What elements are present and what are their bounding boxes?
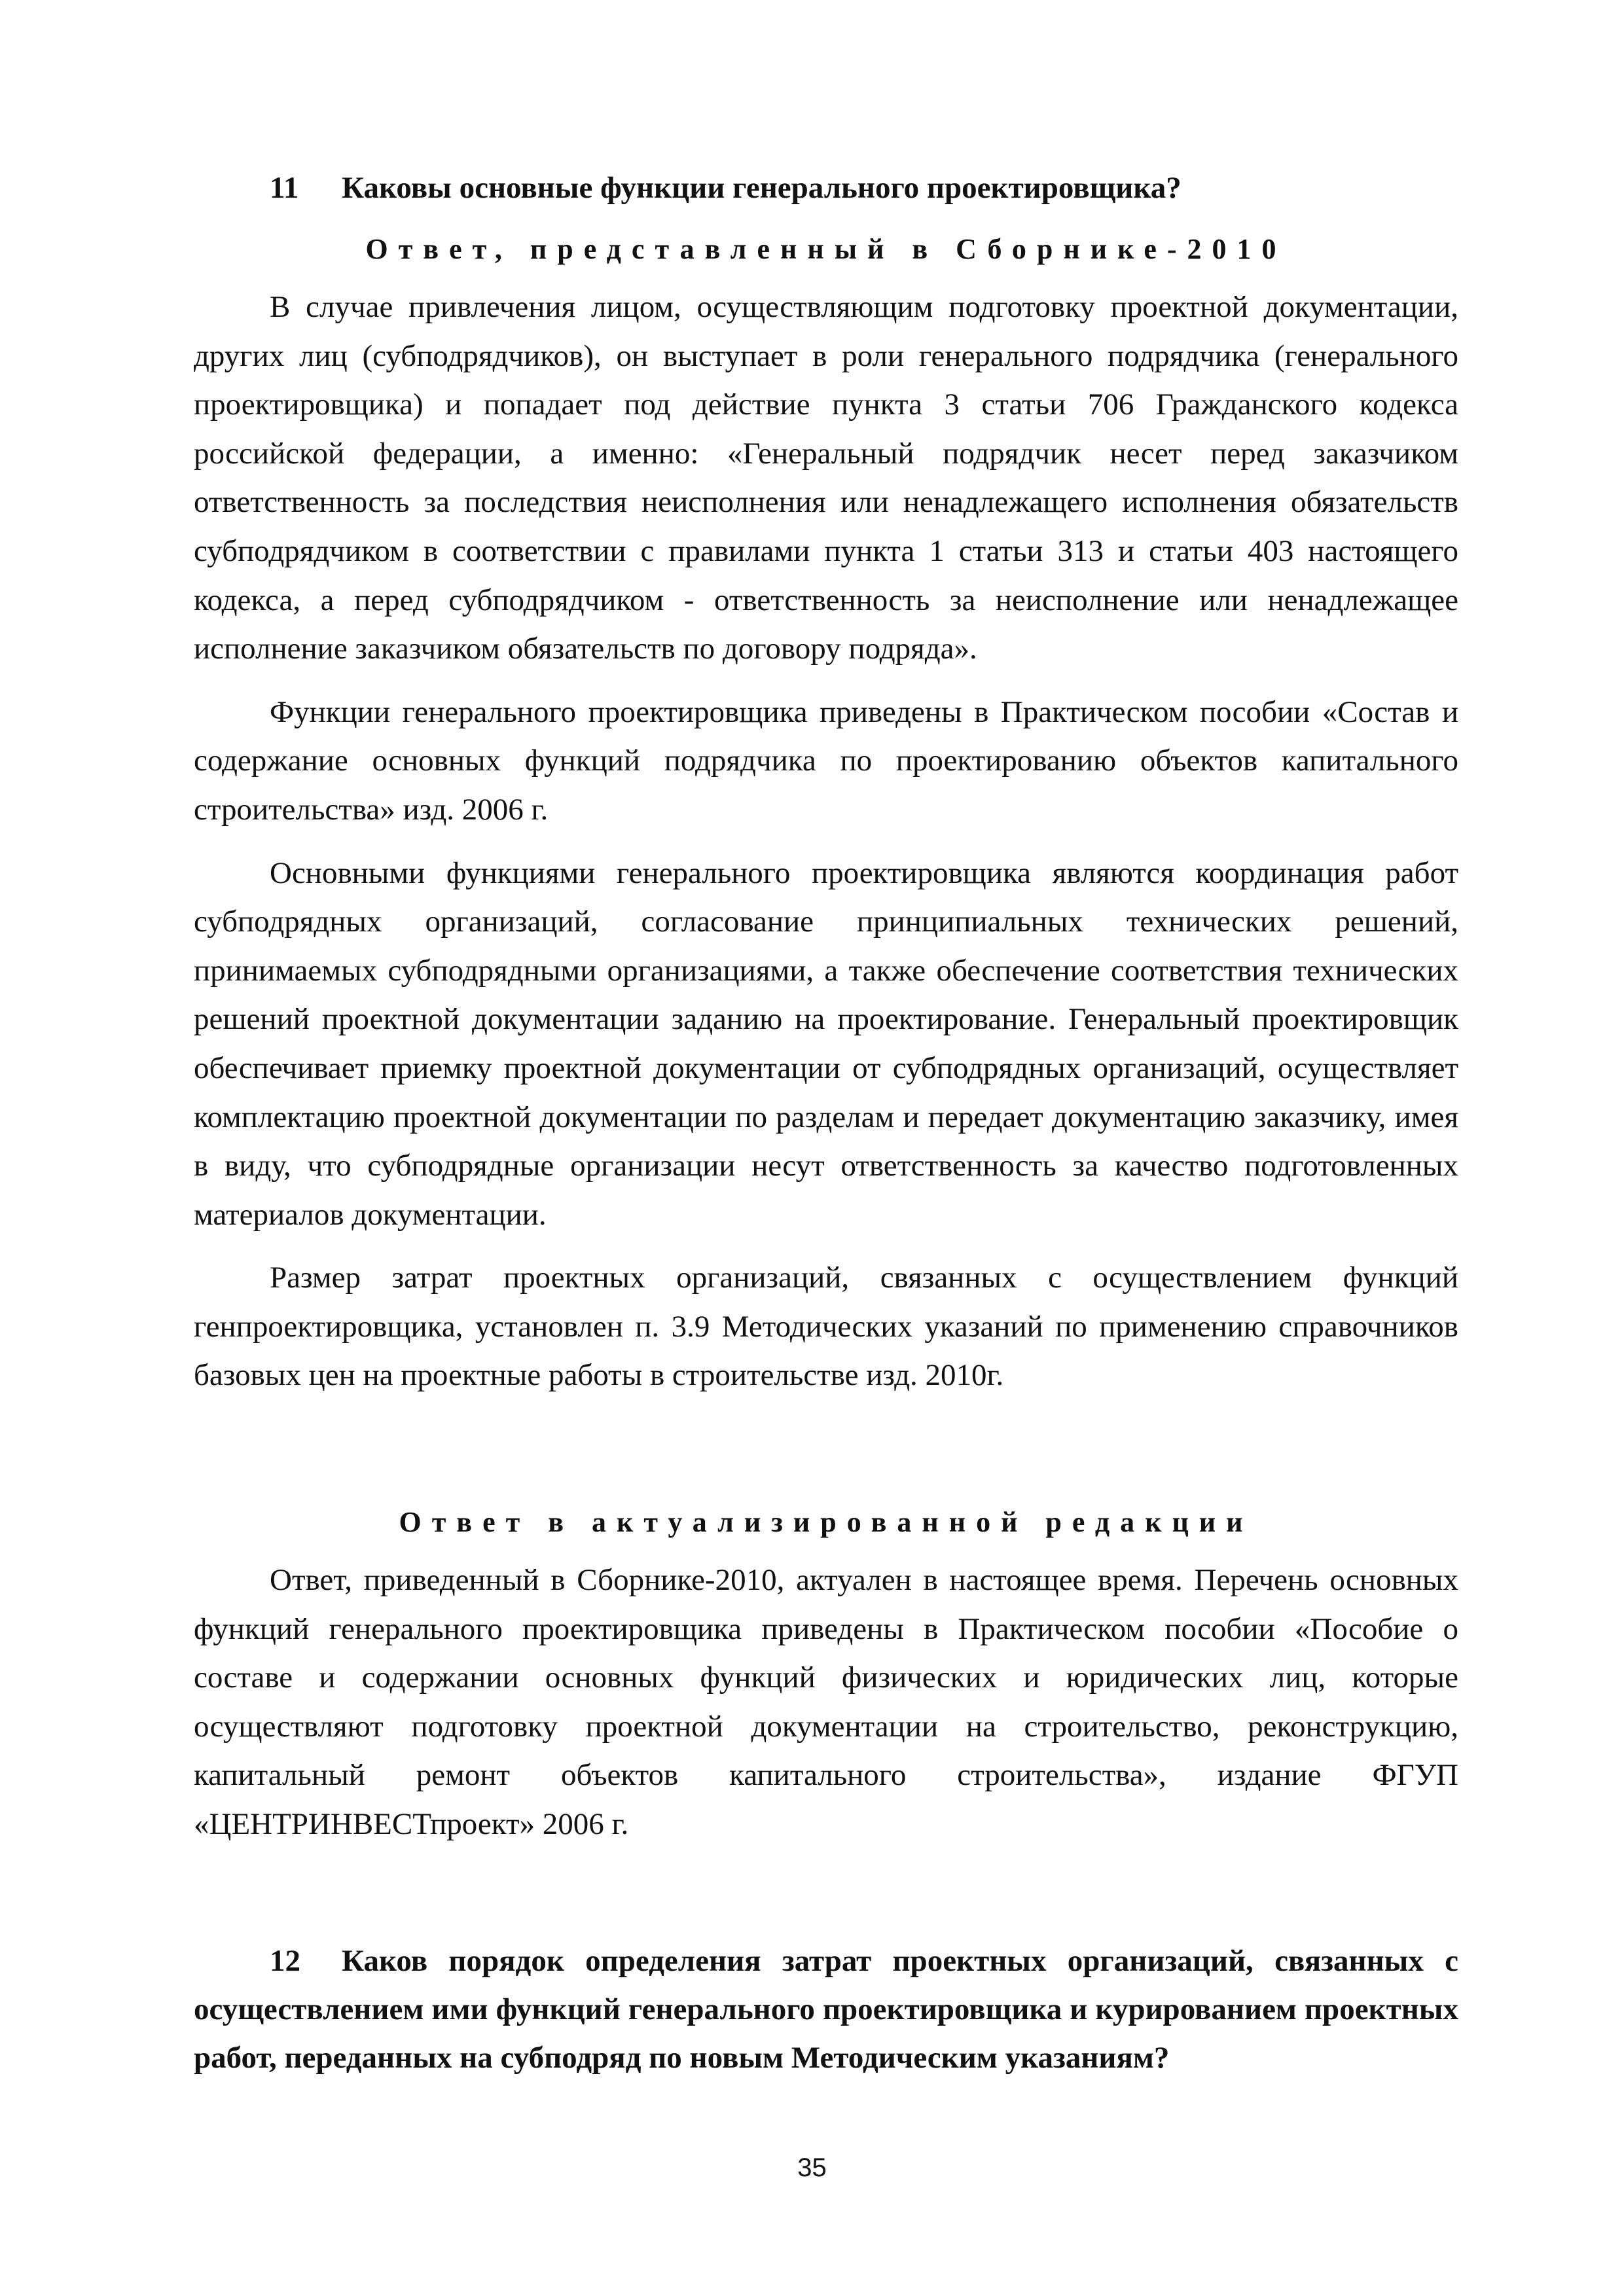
document-page xyxy=(194,164,1458,2082)
answer-2010-paragraph-2: Функции генерального проектировщика приведены в Практическом пособии «Состав и содержание основных функций подрядчика по проектированию объектов капитального строительства» изд. 2006 г. xyxy=(194,694,1458,827)
section-spacer xyxy=(194,1414,1458,1485)
page-number: 35 xyxy=(797,2153,827,2182)
answer-updated-title: Ответ в актуализированной редакции xyxy=(399,1506,1254,1539)
question-spacer xyxy=(194,1863,1458,1937)
answer-updated-paragraph-1: Ответ, приведенный в Сборнике-2010, актуален в настоящее время. Перечень основных функций генерального проектировщика приведены в Практическом пособии «Пособие о составе и содержании основных функций физических и юридических лиц, которые осуществляют подготовку проектной документации на строительство, реконструкцию, капитальный ремонт объектов капитального строительства», издание ФГУП «ЦЕНТРИНВЕСТпроект» 2006 г. xyxy=(194,1563,1458,1842)
question-12-number: 12 xyxy=(270,1943,300,1978)
answer-2010-paragraph-3: Основными функциями генерального проектировщика являются координация работ субподрядных организаций, согласование принципиальных технических решений, принимаемых субподрядными организациями, а также обеспечение соответствия технических решений проектной документации заданию на проектирование. Генеральный проектировщик обеспечивает приемку проектной документации от субподрядных организаций, осуществляет комплектацию проектной документации по разделам и передает документацию заказчику, имея в виду, что субподрядные организации несут ответственность за качество подготовленных материалов документации. xyxy=(194,855,1458,1232)
question-11-number: 11 xyxy=(270,171,299,205)
answer-2010-paragraph-4: Размер затрат проектных организаций, связанных с осуществлением функций генпроектировщика, установлен п. 3.9 Методических указаний по применению справочников базовых цен на проектные работы в строительстве изд. 2010г. xyxy=(194,1261,1458,1393)
answer-2010-title: Ответ, представленный в Сборнике-2010 xyxy=(365,233,1287,265)
question-12-text: Каков порядок определения затрат проектных организаций, связанных с осуществлением ими функций генерального проектировщика и курированием проектных работ, переданных на субподряд по новым Методическим указаниям? xyxy=(194,1943,1458,2075)
answer-2010-paragraph-1: В случае привлечения лицом, осуществляющим подготовку проектной документации, других лиц (субподрядчиков), он выступает в роли генерального подрядчика (генерального проектировщика) и попадает под действие пункта 3 статьи 706 Гражданского кодекса российской федерации, а именно: «Генеральный подрядчик несет перед заказчиком ответственность за последствия неисполнения или ненадлежащего исполнения обязательств субподрядчиком в соответствии с правилами пункта 1 статьи 313 и статьи 403 настоящего кодекса, а перед субподрядчиком - ответственность за неисполнение или ненадлежащее исполнение заказчиком обязательств по договору подряда». xyxy=(194,290,1458,666)
question-11-heading xyxy=(194,164,1458,212)
question-11-text: Каковы основные функции генерального проектировщика? xyxy=(342,171,1182,205)
question-12-heading xyxy=(194,1937,1458,2082)
